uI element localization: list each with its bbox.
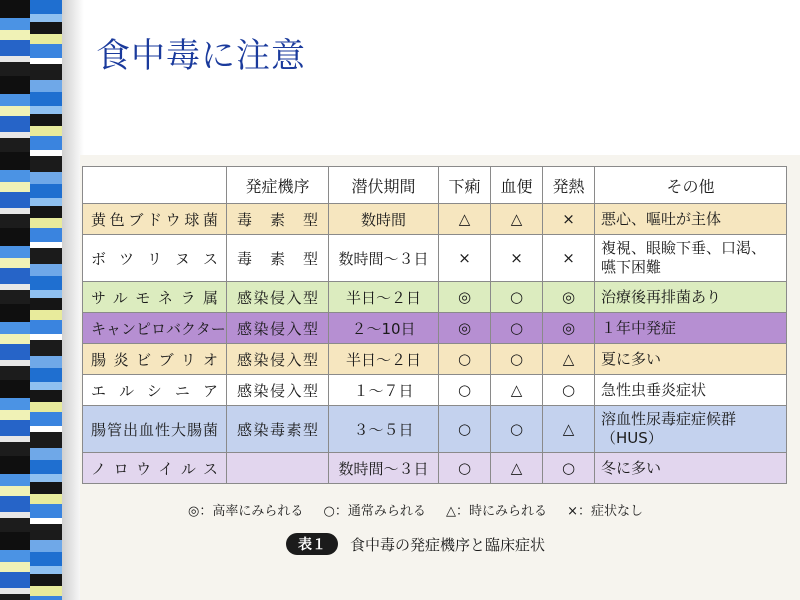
header-cell: 下痢 [439,167,491,204]
other-cell: 複視、眼瞼下垂、口渇、嚥下困難 [595,235,787,282]
diarrhea-cell: ○ [439,375,491,406]
incubation-cell: 半日～２日 [329,282,439,313]
other-cell: 急性虫垂炎症状 [595,375,787,406]
food-poisoning-table [82,166,787,484]
mechanism-cell: 感染侵入型 [227,344,329,375]
other-cell: 悪心、嘔吐が主体 [595,204,787,235]
table-row [83,235,787,282]
pathogen-name: キャンピロバクター [83,313,227,344]
header-cell: 発症機序 [227,167,329,204]
mechanism-cell: 毒素型 [227,235,329,282]
fever-cell: ◎ [543,313,595,344]
incubation-cell: 半日～２日 [329,344,439,375]
incubation-cell: １～７日 [329,375,439,406]
incubation-cell: 数時間～３日 [329,235,439,282]
header-cell: 発熱 [543,167,595,204]
other-cell: １年中発症 [595,313,787,344]
header-cell: 血便 [491,167,543,204]
table-row [83,406,787,453]
table-row [83,453,787,484]
mechanism-cell: 感染侵入型 [227,282,329,313]
pathogen-name: 腸管出血性大腸菌 [83,406,227,453]
diarrhea-cell: ○ [439,344,491,375]
fever-cell: ○ [543,453,595,484]
pathogen-name: ノロウイルス [83,453,227,484]
diarrhea-cell: ◎ [439,282,491,313]
caption-text: 食中毒の発症機序と臨床症状 [350,535,546,554]
mechanism-cell: 感染毒素型 [227,406,329,453]
diarrhea-cell: × [439,235,491,282]
table-row [83,344,787,375]
legend-item: △：時にみられる [445,504,547,519]
symbol-legend [188,500,659,519]
table-header-row [83,167,787,204]
legend-item: ◎：高率にみられる [188,504,304,519]
other-cell: 夏に多い [595,344,787,375]
fever-cell: △ [543,344,595,375]
fever-cell: △ [543,406,595,453]
mechanism-cell: 感染侵入型 [227,313,329,344]
bloody-stool-cell: △ [491,453,543,484]
other-cell: 冬に多い [595,453,787,484]
other-cell: 治療後再排菌あり [595,282,787,313]
table-caption [286,533,545,555]
other-cell: 溶血性尿毒症症候群（HUS） [595,406,787,453]
header-cell [83,167,227,204]
table-row [83,204,787,235]
diarrhea-cell: ○ [439,406,491,453]
diarrhea-cell: △ [439,204,491,235]
mechanism-cell: 毒素型 [227,204,329,235]
pathogen-name: サルモネラ属 [83,282,227,313]
bloody-stool-cell: ○ [491,313,543,344]
fever-cell: ○ [543,375,595,406]
pathogen-name: 黄色ブドウ球菌 [83,204,227,235]
bloody-stool-cell: × [491,235,543,282]
bloody-stool-cell: △ [491,375,543,406]
bloody-stool-cell: ○ [491,406,543,453]
mechanism-cell [227,453,329,484]
incubation-cell: ３～５日 [329,406,439,453]
slide-title: 食中毒に注意 [96,36,306,76]
decorative-strip [0,0,62,600]
mechanism-cell: 感染侵入型 [227,375,329,406]
pathogen-name: ボツリヌス [83,235,227,282]
fever-cell: ◎ [543,282,595,313]
bloody-stool-cell: △ [491,204,543,235]
table-row [83,282,787,313]
diarrhea-cell: ○ [439,453,491,484]
diarrhea-cell: ◎ [439,313,491,344]
fever-cell: × [543,235,595,282]
incubation-cell: 数時間 [329,204,439,235]
pathogen-name: エルシニア [83,375,227,406]
bloody-stool-cell: ○ [491,344,543,375]
legend-item: ×：症状なし [567,504,644,519]
incubation-cell: 数時間～３日 [329,453,439,484]
header-cell: 潜伏期間 [329,167,439,204]
header-cell: その他 [595,167,787,204]
caption-label: 表１ [286,533,338,555]
bloody-stool-cell: ○ [491,282,543,313]
pathogen-name: 腸炎ビブリオ [83,344,227,375]
table-row [83,375,787,406]
legend-item: ○：通常みられる [323,504,426,519]
incubation-cell: ２～10日 [329,313,439,344]
fever-cell: × [543,204,595,235]
table-row [83,313,787,344]
